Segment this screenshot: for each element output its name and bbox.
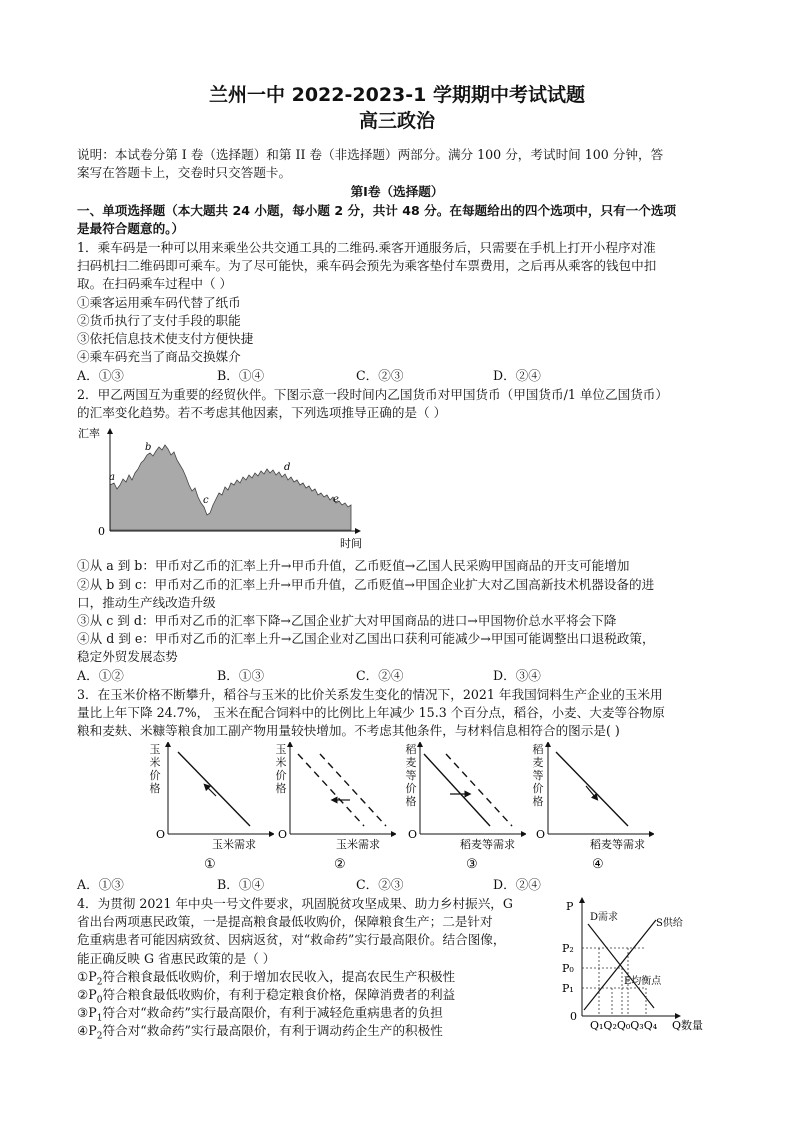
q2-stem-2: 的汇率变化趋势。若不考虑其他因素，下列选项推导正确的是（ ） — [77, 405, 447, 420]
q2-item-4b: 稳定外贸发展态势 — [77, 649, 178, 664]
chart-ylabel: 汇率 — [78, 427, 100, 440]
g2-xlabel: 玉米需求 — [336, 838, 380, 851]
exam-title: 兰州一中 2022-2023-1 学期期中考试试题 — [209, 84, 585, 106]
g1-shift-arrow — [206, 786, 216, 796]
g3-xlabel: 稻麦等需求 — [460, 838, 515, 851]
q4-stem-3: 危重病患者可能因病致贫、因病返贫，对“救命药”实行最高限价。结合图像， — [77, 932, 506, 947]
q-ticks-label: Q₁Q₂Q₀Q₃Q₄ — [590, 1019, 658, 1032]
g4-origin: O — [536, 828, 546, 841]
section1-line-2: 是最符合题意的。） — [77, 221, 185, 236]
graph-p1-label: P₁ — [562, 982, 574, 995]
q2-option-b[interactable]: B．①③ — [217, 668, 265, 683]
demand-label: D需求 — [590, 912, 619, 923]
g2-ylabel: 玉米价格 — [275, 743, 287, 795]
graph-p2-label: P₂ — [562, 942, 574, 955]
q4-stem-4: 能正确反映 G 省惠民政策的是（ ） — [77, 951, 276, 966]
part1-title: 第Ⅰ卷（选择题） — [350, 184, 444, 199]
q3-stem-3: 粮和麦麸、米糠等粮食加工副产物用量较快增加。不考虑其他条件，与材料信息相符合的图示是( ) — [77, 723, 620, 738]
graph-p-label: P — [566, 900, 574, 913]
q2-stem-1: 2．甲乙两国互为重要的经贸伙伴。下图示意一段时间内乙国货币对甲国货币（甲国货币/1 单位乙国货币） — [77, 387, 668, 402]
q3-graph-3 — [402, 742, 526, 872]
g4-ylabel: 稻麦等价格 — [532, 743, 544, 808]
q4-stem-2: 省出台两项惠民政策，一是提高粮食最低收购价，保障粮食生产；二是针对 — [77, 914, 493, 929]
point-a-label: a — [109, 472, 115, 483]
q2-item-1: ①从 a 到 b：甲币对乙币的汇率上升→甲币升值，乙币贬值→乙国人民采购甲国商品的开支可能增加 — [77, 558, 630, 573]
q2-item-2a: ②从 b 到 c：甲币对乙币的汇率上升→甲币升值，乙币贬值→甲国企业扩大对乙国高新技术机器设备的进 — [77, 577, 655, 592]
supply-demand-graph — [560, 896, 720, 1038]
q3-stem-2: 量比上年下降 24.7%， 玉米在配合饲料中的比例比上年减少 15.3 个百分点，稻谷，小麦、大麦等谷物原 — [77, 705, 665, 720]
q3-option-d[interactable]: D．②④ — [493, 877, 541, 892]
g1-number: ① — [204, 857, 216, 872]
exam-subtitle: 高三政治 — [358, 110, 435, 132]
q1-item-3: ③依托信息技术使支付方便快捷 — [77, 331, 254, 346]
q2-item-3: ③从 c 到 d：甲币对乙币的汇率下降→乙国企业扩大对甲国商品的进口→甲国物价总水平将会下降 — [77, 613, 617, 628]
q1-stem-1: 1．乘车码是一种可以用来乘坐公共交通工具的二维码.乘客开通服务后，只需要在手机上打开小程序对准 — [77, 240, 656, 255]
g1-origin: O — [156, 828, 166, 841]
g3-origin: O — [408, 828, 418, 841]
instructions-line-2: 案写在答题卡上，交卷时只交答题卡。 — [77, 165, 292, 180]
q1-stem-3: 取。在扫码乘车过程中（ ） — [77, 276, 233, 291]
point-d-label: d — [284, 462, 291, 473]
q4-stem-1: 4．为贯彻 2021 年中央一号文件要求，巩固脱贫攻坚成果、助力乡村振兴，G — [77, 896, 513, 911]
g2-number: ② — [334, 857, 346, 872]
point-b-label: b — [145, 442, 152, 453]
q4-item-3: $③P_1$符合对“救命药”实行最高限价，有利于减轻危重病患者的负担 — [77, 1005, 443, 1024]
g1-xlabel: 玉米需求 — [212, 838, 256, 851]
q3-graph-1 — [150, 742, 274, 872]
equilibrium-label: E均衡点 — [624, 976, 662, 987]
section1-line-1: 一、单项选择题（本大题共 24 小题，每小题 2 分，共计 48 分。在每题给出的四个选项中，只有一个选项 — [77, 203, 677, 218]
q3-option-c[interactable]: C．②③ — [356, 877, 404, 892]
q2-option-d[interactable]: D．③④ — [493, 668, 541, 683]
q2-option-c[interactable]: C．②④ — [356, 668, 404, 683]
g4-xlabel: 稻麦等需求 — [590, 838, 645, 851]
g3-ylabel: 稻麦等价格 — [405, 743, 417, 808]
q1-option-a[interactable]: A．①③ — [77, 368, 124, 383]
chart-origin: 0 — [98, 525, 105, 538]
q1-option-b[interactable]: B．①④ — [217, 368, 265, 383]
q4-item-1: $①P_2$符合粮食最低收购价，利于增加农民收入，提高农民生产积极性 — [77, 969, 456, 988]
q2-option-a[interactable]: A．①② — [77, 668, 124, 683]
g4-number: ④ — [592, 857, 604, 872]
q4-item-4: $④P_2$符合对“救命药”实行最高限价，有利于调动药企生产的积极性 — [77, 1023, 443, 1042]
point-c-label: c — [203, 495, 209, 506]
q1-item-1: ①乘客运用乘车码代替了纸币 — [77, 295, 241, 310]
q2-item-2b: 口，推动生产线改造升级 — [77, 595, 216, 610]
q3-option-b[interactable]: B．①④ — [217, 877, 265, 892]
exchange-rate-chart — [76, 425, 366, 553]
q2-item-4a: ④从 d 到 e：甲币对乙币的汇率上升→乙国企业对乙国出口获利可能减少→甲国可能调整出口退税政策， — [77, 631, 655, 646]
q3-stem-1: 3．在玉米价格不断攀升，稻谷与玉米的比价关系发生变化的情况下，2021 年我国饲料生产企业的玉米用 — [77, 687, 663, 702]
supply-label: S供给 — [656, 918, 683, 929]
q3-graph-4 — [530, 742, 654, 872]
instructions-line-1: 说明：本试卷分第 I 卷（选择题）和第 II 卷（非选择题）两部分。满分 100 分，考试时间 100 分钟，答 — [77, 147, 664, 162]
q1-item-4: ④乘车码充当了商品交换媒介 — [77, 349, 241, 364]
q3-graph-2 — [272, 742, 396, 872]
exchange-rate-area — [110, 445, 351, 530]
g1-ylabel: 玉米价格 — [149, 743, 161, 795]
q3-option-a[interactable]: A．①③ — [77, 877, 124, 892]
graph-p0-label: P₀ — [562, 962, 574, 975]
q1-item-2: ②货币执行了支付手段的职能 — [77, 313, 241, 328]
chart-xlabel: 时间 — [340, 537, 362, 550]
point-e-label: e — [333, 494, 339, 505]
graph-origin: 0 — [570, 1010, 577, 1023]
demand-curve — [588, 924, 654, 1008]
q4-item-2: $②P_0$符合粮食最低收购价，有利于稳定粮食价格，保障消费者的利益 — [77, 987, 456, 1006]
q1-option-d[interactable]: D．②④ — [493, 368, 541, 383]
g3-number: ③ — [466, 857, 478, 872]
q1-option-c[interactable]: C．②③ — [356, 368, 404, 383]
q-axis-label: Q数量 — [672, 1019, 704, 1032]
g2-origin: O — [278, 828, 288, 841]
q1-stem-2: 扫码机扫二维码即可乘车。为了尽可能快，乘车码会预先为乘客垫付车票费用，之后再从乘客的钱包中扣 — [77, 258, 657, 273]
